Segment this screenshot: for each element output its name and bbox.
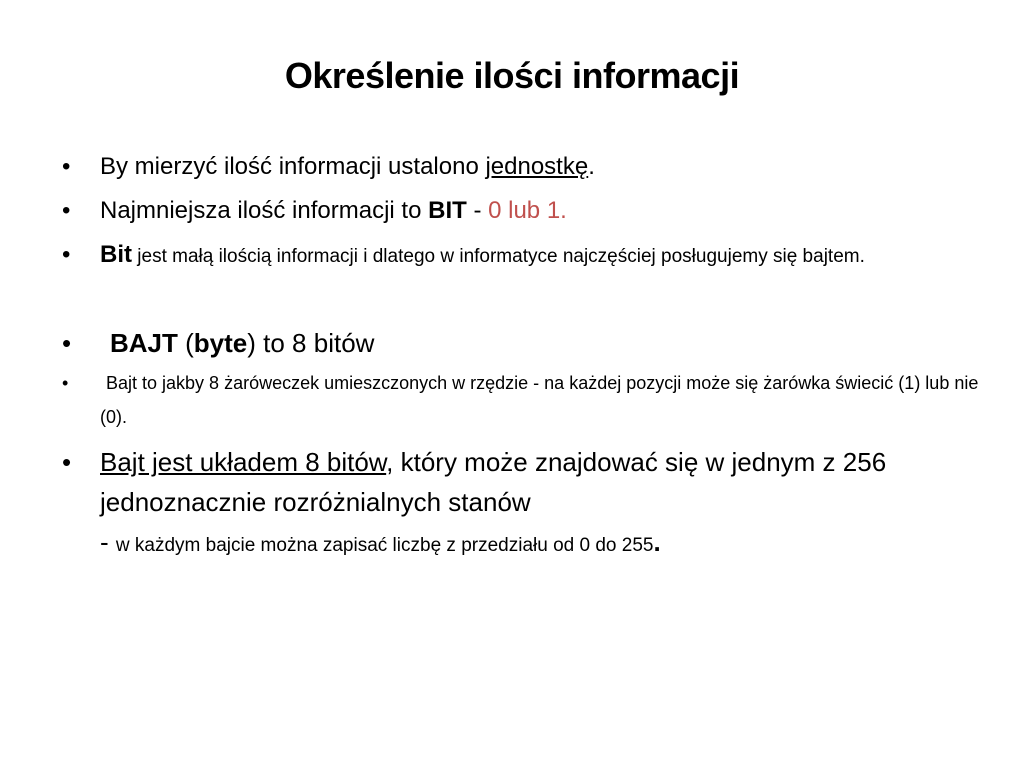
item-text-end: ) to 8 bitów: [247, 328, 375, 358]
item-text: Bajt to jakby 8 żaróweczek umieszczonych w rzędzie - na każdej pozycji może się żarówka świecić (1) lub nie (0).: [100, 373, 979, 427]
bullet-icon: •: [62, 447, 72, 477]
bullet-icon: •: [62, 197, 71, 224]
item-red-text: 0 lub 1.: [488, 197, 567, 224]
item-subline: [100, 522, 982, 566]
item-underlined-text: Bajt jest układem 8 bitów: [100, 447, 387, 477]
bullet-icon: •: [62, 153, 71, 180]
slide-title: Określenie ilości informacji: [284, 55, 740, 96]
item-bold-text: Bit: [100, 241, 132, 268]
bullet-item-bit-description: [62, 238, 982, 274]
bullet-item-byte-structure: [62, 442, 982, 566]
item-text: (: [177, 328, 194, 358]
item-underlined-text: jednostkę: [485, 153, 589, 180]
item-sub-text: w każdym bajcie można zapisać liczbę z przedziału od 0 do 255: [115, 535, 654, 556]
item-dash: -: [100, 527, 116, 557]
bullet-icon: •: [62, 241, 71, 268]
item-text: Najmniejsza ilość informacji to: [100, 197, 429, 224]
item-text: By mierzyć ilość informacji ustalono: [100, 153, 486, 180]
item-bold-text-2: byte: [193, 328, 248, 358]
item-text-end: .: [588, 153, 595, 180]
bullet-item-bulbs: [62, 366, 982, 434]
bullet-item-unit: [62, 150, 982, 184]
item-bold-text: BIT: [428, 197, 467, 224]
slide-body: [62, 150, 982, 566]
spacer: [62, 274, 982, 324]
bullet-item-bajt: [62, 324, 982, 362]
bullet-item-bit: [62, 194, 982, 228]
bullet-icon: •: [62, 373, 69, 393]
item-text: , który może znajdować się w jednym z 256 jednoznacznie rozróżnialnych stanów: [100, 447, 887, 517]
item-separator: -: [466, 197, 489, 224]
item-bold-text: BAJT: [110, 328, 178, 358]
item-end-mark: .: [653, 527, 661, 557]
item-line: [100, 328, 374, 358]
bullet-icon: •: [62, 328, 72, 358]
item-text: jest małą ilością informacji i dlatego w informatyce najczęściej posługujemy się bajtem.: [132, 246, 865, 267]
